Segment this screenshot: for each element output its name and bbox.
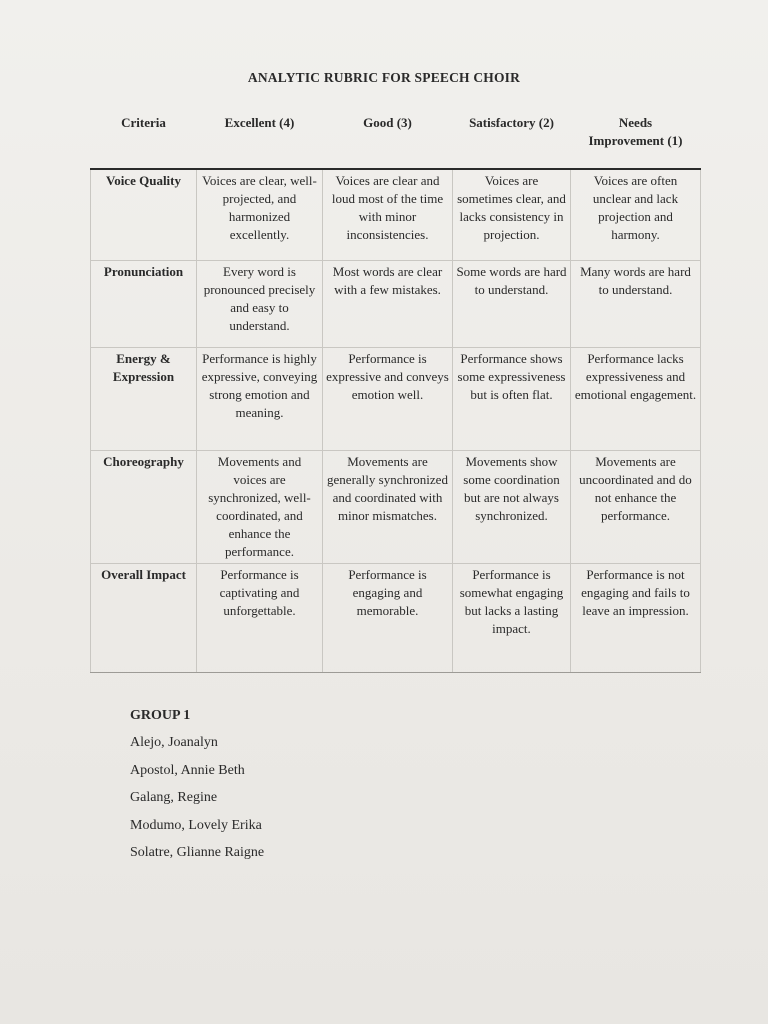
excellent-cell: Every word is pronounced precisely and easy to understand.: [197, 261, 323, 348]
group-member: Apostol, Annie Beth: [130, 762, 245, 778]
needs-improvement-cell: Many words are hard to understand.: [571, 261, 701, 348]
criteria-cell: Choreography: [91, 451, 197, 564]
satisfactory-cell: Performance shows some expressiveness but is often flat.: [453, 348, 571, 451]
table-row: [91, 169, 701, 261]
header-needs-line2: Improvement (1): [588, 133, 683, 148]
criteria-cell: Pronunciation: [91, 261, 197, 348]
criteria-cell: Overall Impact: [91, 564, 197, 673]
excellent-cell: Performance is captivating and unforgettable.: [197, 564, 323, 673]
good-cell: Voices are clear and loud most of the time with minor inconsistencies.: [323, 169, 453, 261]
header-needs-line1: Needs: [618, 115, 653, 130]
satisfactory-cell: Voices are sometimes clear, and lacks consistency in projection.: [453, 169, 571, 261]
good-cell: Performance is engaging and memorable.: [323, 564, 453, 673]
header-criteria: Criteria: [121, 115, 166, 130]
satisfactory-cell: Performance is somewhat engaging but lacks a lasting impact.: [453, 564, 571, 673]
header-excellent: Excellent (4): [224, 115, 295, 130]
excellent-cell: Voices are clear, well-projected, and harmonized excellently.: [197, 169, 323, 261]
satisfactory-cell: Some words are hard to understand.: [453, 261, 571, 348]
table-row: [91, 564, 701, 673]
needs-improvement-cell: Voices are often unclear and lack projection and harmony.: [571, 169, 701, 261]
group-section: [130, 708, 264, 872]
satisfactory-cell: Movements show some coordination but are not always synchronized.: [453, 451, 571, 564]
group-title: GROUP 1: [130, 708, 191, 723]
good-cell: Most words are clear with a few mistakes.: [323, 261, 453, 348]
header-good: Good (3): [363, 115, 412, 130]
table-row: [91, 261, 701, 348]
needs-improvement-cell: Performance lacks expressiveness and emotional engagement.: [571, 348, 701, 451]
group-member: Alejo, Joanalyn: [130, 735, 218, 750]
page-title: ANALYTIC RUBRIC FOR SPEECH CHOIR: [247, 70, 521, 85]
good-cell: Movements are generally synchronized and coordinated with minor mismatches.: [323, 451, 453, 564]
excellent-cell: Movements and voices are synchronized, well-coordinated, and enhance the performance.: [197, 451, 323, 564]
good-cell: Performance is expressive and conveys emotion well.: [323, 348, 453, 451]
criteria-cell: Voice Quality: [91, 169, 197, 261]
header-row: [91, 104, 701, 169]
table-row: [91, 348, 701, 451]
needs-improvement-cell: Performance is not engaging and fails to leave an impression.: [571, 564, 701, 673]
header-needs-improvement: [571, 104, 701, 169]
needs-improvement-cell: Movements are uncoordinated and do not enhance the performance.: [571, 451, 701, 564]
criteria-cell: Energy & Expression: [91, 348, 197, 451]
group-member: Solatre, Glianne Raigne: [130, 845, 265, 860]
excellent-cell: Performance is highly expressive, conveying strong emotion and meaning.: [197, 348, 323, 451]
header-satisfactory: Satisfactory (2): [469, 115, 554, 130]
rubric-table: [90, 104, 701, 673]
group-member: Galang, Regine: [130, 790, 218, 805]
table-row: [91, 451, 701, 564]
group-member: Modumo, Lovely Erika: [130, 817, 262, 833]
